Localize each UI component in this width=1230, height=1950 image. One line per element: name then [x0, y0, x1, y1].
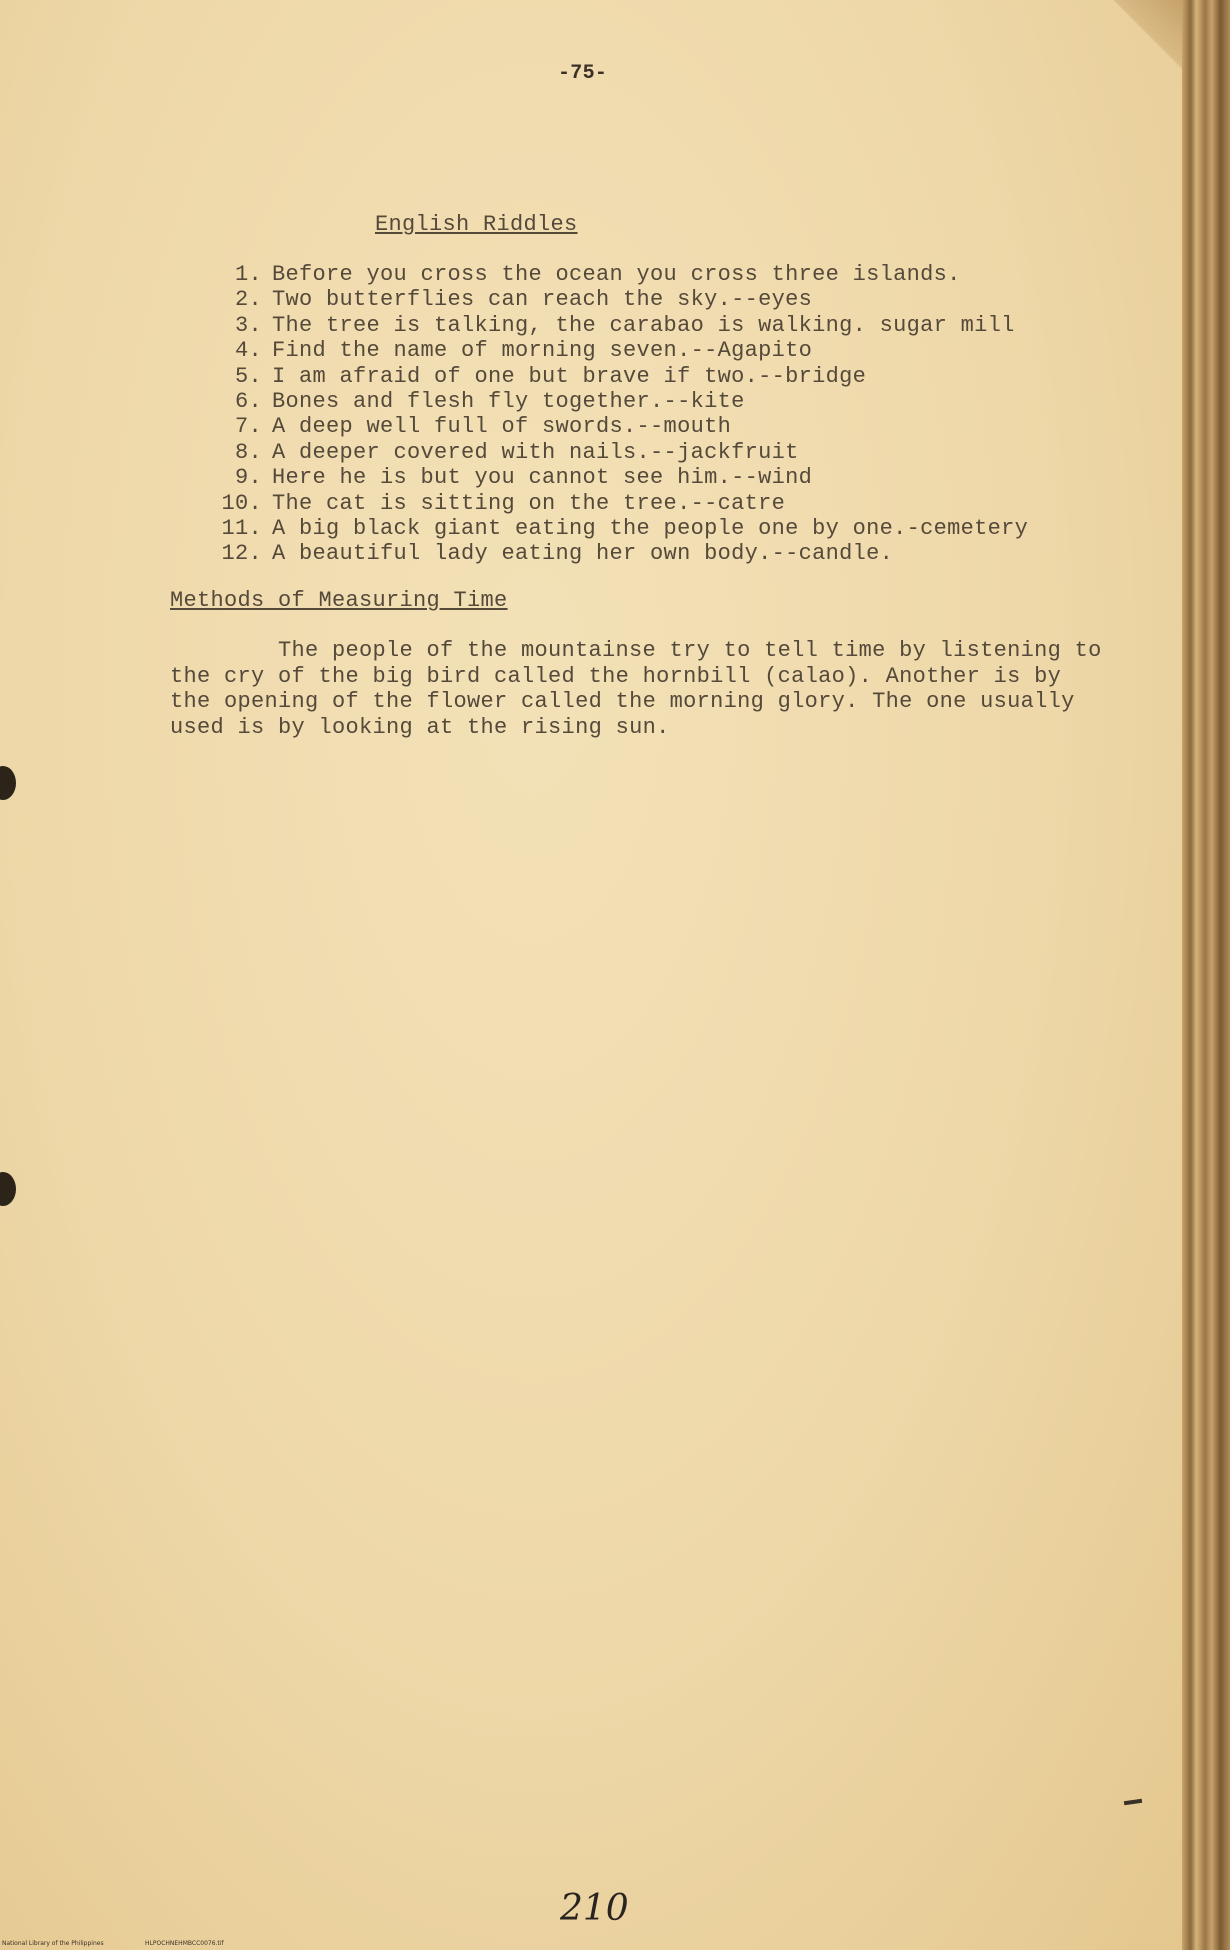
list-item: [200, 262, 1028, 287]
list-item: [200, 516, 1028, 541]
list-item: [200, 364, 1028, 389]
riddle-text: Before you cross the ocean you cross three islands.: [272, 262, 961, 287]
book-spine-edge: [1182, 0, 1230, 1950]
page-number: -75-: [558, 62, 608, 85]
riddle-number: 7.: [234, 414, 262, 440]
riddles-title: English Riddles: [375, 212, 578, 237]
riddle-number: 3.: [234, 312, 262, 338]
riddle-number: 1.: [234, 262, 262, 287]
list-item: [200, 287, 1028, 312]
list-item: [200, 541, 1028, 566]
list-item: [200, 440, 1028, 465]
section-heading: Methods of Measuring Time: [170, 588, 508, 613]
riddle-number: 5.: [234, 363, 262, 389]
riddle-text: Find the name of morning seven.--Agapito: [272, 338, 813, 364]
riddle-text: Here he is but you cannot see him.--wind: [272, 465, 813, 491]
riddle-number: 4.: [234, 338, 262, 364]
riddle-number: 6.: [234, 388, 262, 414]
file-name: HLPOCHNEHMBCC0076.tif: [145, 1940, 224, 1947]
riddle-text: The tree is talking, the carabao is walking. sugar mill: [272, 312, 1015, 338]
riddle-text: The cat is sitting on the tree.--catre: [272, 490, 786, 516]
riddles-list: [200, 262, 1028, 567]
riddle-number: 10.: [221, 490, 262, 516]
punch-hole: [0, 766, 16, 800]
list-item: [200, 338, 1028, 363]
riddle-number: 12.: [221, 541, 262, 567]
ink-mark: [1124, 1799, 1142, 1805]
list-item: [200, 313, 1028, 338]
list-item: [200, 465, 1028, 490]
riddle-text: A big black giant eating the people one by one.-cemetery: [272, 515, 1029, 541]
library-credit: National Library of the Philippines: [2, 1940, 104, 1947]
riddle-text: Bones and flesh fly together.--kite: [272, 388, 745, 414]
page-corner-fold: [1112, 0, 1182, 70]
handwritten-page-number: 210: [560, 1888, 629, 1929]
riddle-text: A deeper covered with nails.--jackfruit: [272, 439, 799, 465]
list-item: [200, 491, 1028, 516]
riddle-number: 2.: [234, 287, 262, 313]
riddle-number: 11.: [221, 515, 262, 541]
riddle-text: I am afraid of one but brave if two.--bridge: [272, 363, 867, 389]
riddle-text: Two butterflies can reach the sky.--eyes: [272, 287, 813, 313]
list-item: [200, 414, 1028, 439]
punch-hole: [0, 1172, 16, 1206]
body-paragraph: The people of the mountainse try to tell time by listening to the cry of the big bird called the hornbill (calao). Another is by the opening of the flower called the morning glory. The one usually used is by looking at the rising sun.: [170, 638, 1102, 740]
riddle-number: 9.: [234, 465, 262, 491]
list-item: [200, 389, 1028, 414]
riddle-number: 8.: [234, 439, 262, 465]
riddle-text: A beautiful lady eating her own body.--candle.: [272, 541, 894, 567]
riddle-text: A deep well full of swords.--mouth: [272, 414, 732, 440]
